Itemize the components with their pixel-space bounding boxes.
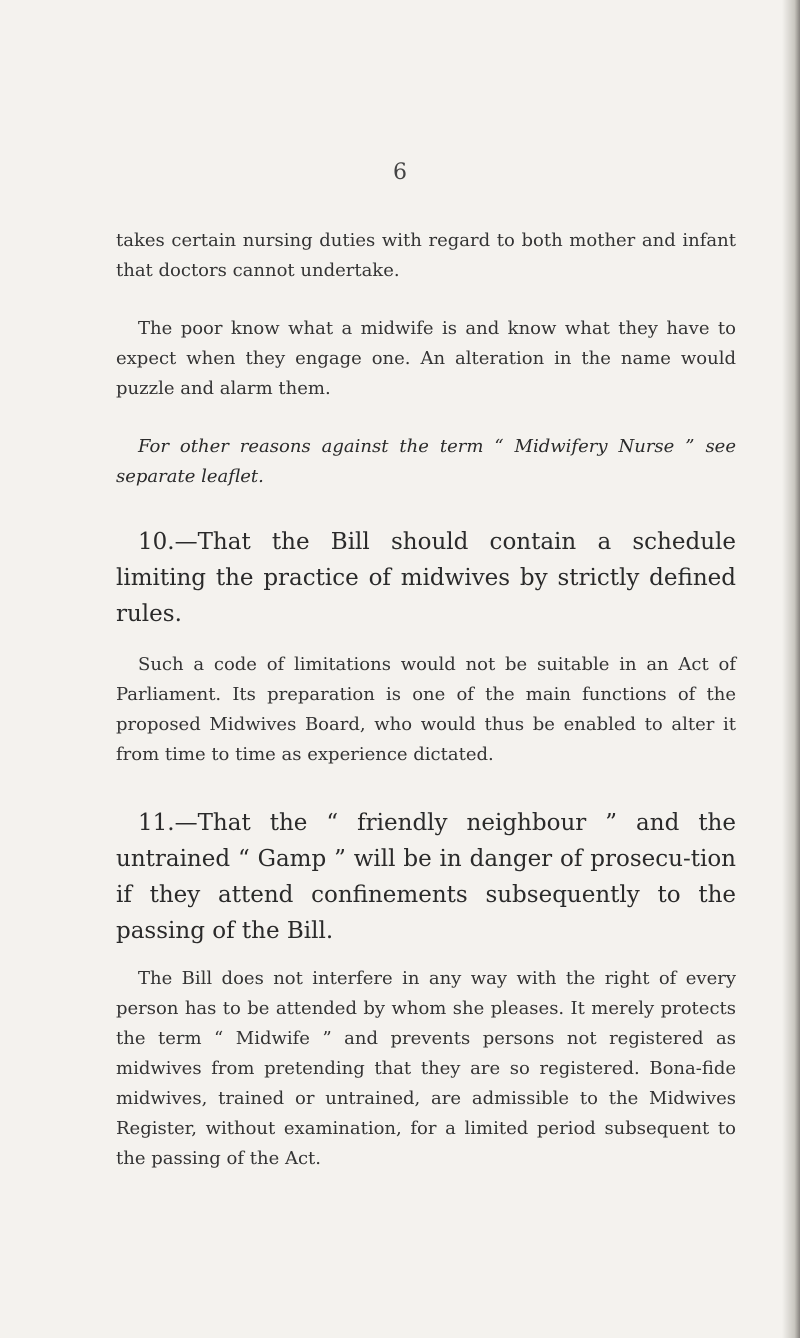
heading-11 bbox=[116, 805, 736, 949]
paragraph-code-limitations bbox=[116, 650, 736, 770]
paragraph-text: takes certain nursing duties with regard to both mother and infant that doctors cannot undertake. bbox=[116, 230, 736, 281]
heading-text: 11.—That the “ friendly neighbour ” and the untrained “ Gamp ” will be in danger of prosecu-tion if they attend confinements subsequently to the passing of the Bill. bbox=[116, 810, 736, 944]
paragraph-poor-know bbox=[116, 314, 736, 404]
italic-note bbox=[116, 432, 736, 492]
heading-10 bbox=[116, 524, 736, 632]
paragraph-bill-interfere bbox=[116, 964, 736, 1174]
page-number: 6 bbox=[393, 160, 407, 185]
paragraph-continuation bbox=[116, 226, 736, 286]
page-edge-shadow bbox=[782, 0, 800, 1338]
paragraph-text: The poor know what a midwife is and know what they have to expect when they engage one. An alteration in the name would puzzle and alarm them. bbox=[116, 318, 736, 399]
paragraph-text: Such a code of limitations would not be suitable in an Act of Parliament. Its preparation is one of the main functions of the proposed Midwives Board, who would thus be enabled to alter it from time to time as experience dictated. bbox=[116, 654, 736, 765]
heading-text: 10.—That the Bill should contain a schedule limiting the practice of midwives by strictly defined rules. bbox=[116, 529, 736, 627]
paragraph-text: The Bill does not interfere in any way with the right of every person has to be attended by whom she pleases. It merely protects the term “ Midwife ” and prevents persons not registered as midwives from pretending that they are so registered. Bona-fide midwives, trained or untrained, are admissible to the Midwives Register, without examination, for a limited period subsequent to the passing of the Act. bbox=[116, 968, 736, 1169]
note-text: For other reasons against the term “ Midwifery Nurse ” see separate leaflet. bbox=[116, 436, 736, 487]
